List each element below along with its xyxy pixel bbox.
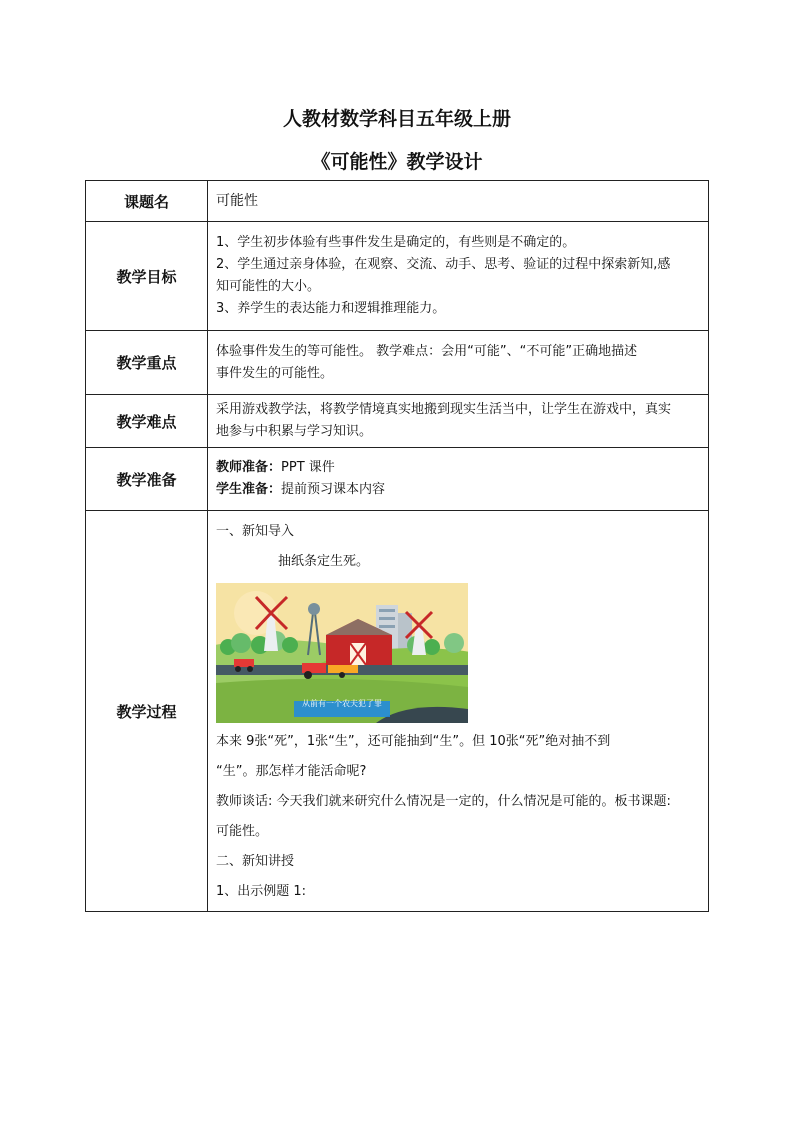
activity-line: 抽纸条定生死。 <box>278 554 370 569</box>
goal-item: 知可能性的大小。 <box>216 279 321 294</box>
row-process <box>86 511 709 912</box>
paragraph-line: 可能性。 <box>216 824 269 839</box>
section-teaching: 二、新知讲授 <box>216 854 295 869</box>
teacher-prep-label: 教师准备： <box>216 460 282 475</box>
row-difficulties <box>86 395 709 448</box>
teacher-prep <box>216 457 700 479</box>
illustration-caption: 从前有一个农夫犯了罪 <box>302 699 382 708</box>
row-preparation <box>86 448 709 511</box>
difficulties-label: 教学难点 <box>86 395 208 448</box>
student-prep-value: 提前预习课本内容 <box>281 482 386 497</box>
preparation-label: 教学准备 <box>86 448 208 511</box>
key-points-content <box>208 331 709 395</box>
student-prep <box>216 479 700 501</box>
row-topic <box>86 181 709 222</box>
difficulties-line: 采用游戏教学法，将教学情境真实地搬到现实生活当中，让学生在游戏中，真实 <box>216 402 672 417</box>
student-prep-label: 学生准备： <box>216 482 282 497</box>
difficulties-line: 地参与中积累与学习知识。 <box>216 424 373 439</box>
teacher-prep-value: PPT 课件 <box>281 460 335 475</box>
preparation-content <box>208 448 709 511</box>
lesson-plan-table <box>85 180 709 912</box>
goals-label: 教学目标 <box>86 222 208 331</box>
document-subtitle: 《可能性》教学设计 <box>311 151 483 173</box>
paragraph-line: 本来 9张“死”，1张“生”，还可能抽到“生”。但 10张“死”绝对抽不到 <box>216 734 611 749</box>
row-goals <box>86 222 709 331</box>
goals-content <box>208 222 709 331</box>
paragraph-line: “生”。那怎样才能活命呢? <box>216 764 367 779</box>
difficulties-content <box>208 395 709 448</box>
example-line: 1、出示例题 1: <box>216 884 307 899</box>
key-points-label: 教学重点 <box>86 331 208 395</box>
document-title: 人教材数学科目五年级上册 <box>282 108 511 130</box>
topic-label: 课题名 <box>86 181 208 222</box>
process-label: 教学过程 <box>86 511 208 912</box>
goal-item: 2、学生通过亲身体验，在观察、交流、动手、思考、验证的过程中探索新知,感 <box>216 257 671 272</box>
goal-item: 1、学生初步体验有些事件发生是确定的，有些则是不确定的。 <box>216 235 576 250</box>
key-points-line: 体验事件发生的等可能性。 教学难点：会用“可能”、“不可能”正确地描述 <box>216 343 638 359</box>
paragraph-line: 教师谈话: 今天我们就来研究什么情况是一定的，什么情况是可能的。板书课题: <box>216 794 671 809</box>
goal-item: 3、养学生的表达能力和逻辑推理能力。 <box>216 301 446 316</box>
section-intro: 一、新知导入 <box>216 524 295 539</box>
key-points-line: 事件发生的可能性。 <box>216 365 334 381</box>
row-key-points <box>86 331 709 395</box>
topic-value: 可能性 <box>208 181 709 222</box>
process-content <box>208 511 709 912</box>
